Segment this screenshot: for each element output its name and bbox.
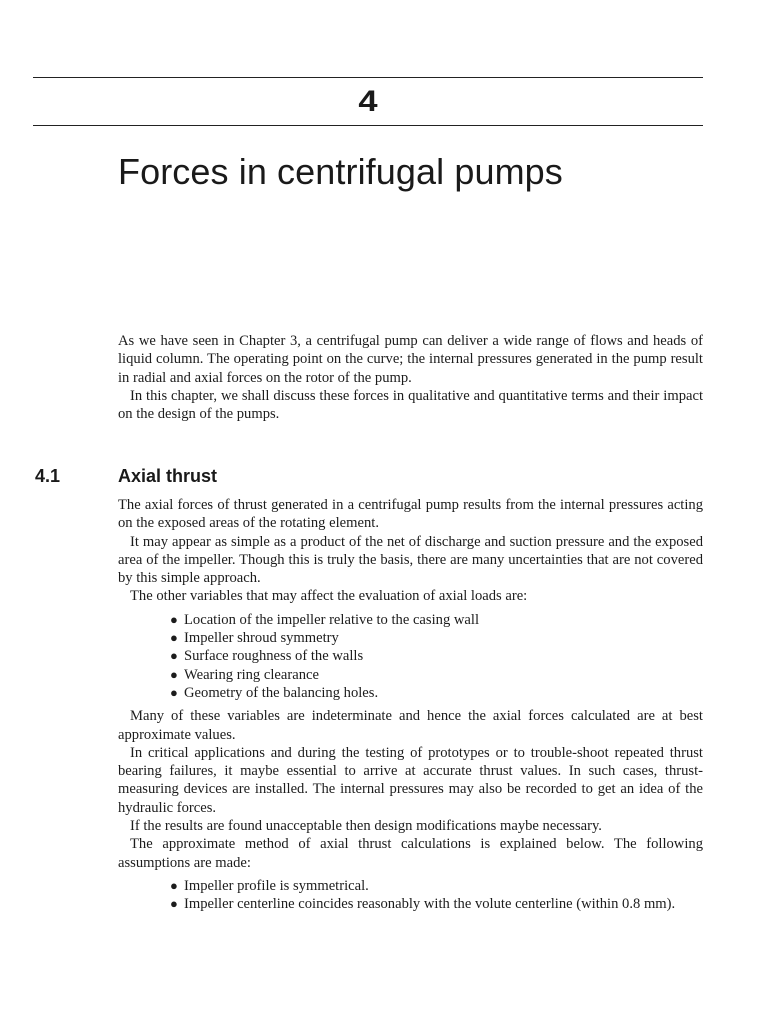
- intro-text: [118, 332, 703, 423]
- list-item-text: Impeller profile is symmetrical.: [184, 877, 369, 894]
- list-item: [170, 684, 703, 702]
- list-item-text: Impeller shroud symmetry: [184, 630, 339, 647]
- bullet-icon: ●: [170, 684, 178, 700]
- body-paragraph: Many of these variables are indeterminate and hence the axial forces calculated are at best approximate values.: [118, 708, 703, 743]
- list-item: [170, 666, 703, 684]
- chapter-title: Forces in centrifugal pumps: [118, 151, 563, 192]
- assumptions-list: [118, 877, 703, 914]
- intro-paragraph: In this chapter, we shall discuss these forces in qualitative and quantitative terms and their impact on the design of the pumps.: [118, 387, 703, 423]
- body-paragraph: In critical applications and during the testing of prototypes or to trouble-shoot repeated thrust bearing failures, it maybe essential to arrive at accurate thrust values. In such cases, thrust-measuring devices are installed. The internal pressures may also be recorded to get an idea of the hydraulic forces.: [118, 744, 703, 816]
- bullet-icon: ●: [170, 648, 178, 664]
- list-item-text: Location of the impeller relative to the casing wall: [184, 611, 480, 628]
- bullet-icon: ●: [170, 630, 178, 646]
- intro-paragraph: As we have seen in Chapter 3, a centrifugal pump can deliver a wide range of flows and heads of liquid column. The operating point on the curve; the internal pressures generated in the pump result in radial and axial forces on the rotor of the pump.: [118, 333, 703, 386]
- body-paragraph: It may appear as simple as a product of the net of discharge and suction pressure and the exposed area of the impeller. Though this is truly the basis, there are many uncertainties that are not covered by this simple approach.: [118, 533, 703, 587]
- list-item: [170, 877, 703, 895]
- list-item-text: Geometry of the balancing holes.: [184, 684, 379, 701]
- body-paragraph: The approximate method of axial thrust calculations is explained below. The following assumptions are made:: [118, 836, 703, 871]
- bottom-rule: [33, 125, 703, 126]
- top-rule: [33, 77, 703, 78]
- bullet-icon: ●: [170, 877, 178, 893]
- list-item: [170, 647, 703, 665]
- list-item-text: Wearing ring clearance: [184, 666, 319, 683]
- section-body: [118, 496, 703, 919]
- list-item: [170, 895, 703, 913]
- list-item-text: Surface roughness of the walls: [184, 648, 364, 665]
- list-item: [170, 629, 703, 647]
- list-item: [170, 611, 703, 629]
- bullet-icon: ●: [170, 611, 178, 627]
- section-number: 4.1: [35, 466, 61, 486]
- body-paragraph: The other variables that may affect the evaluation of axial loads are:: [130, 588, 528, 605]
- list-item-text: Impeller centerline coincides reasonably with the volute centerline (within 0.8 mm).: [184, 896, 676, 913]
- chapter-number: 4: [358, 85, 378, 118]
- body-paragraph: If the results are found unacceptable then design modifications maybe necessary.: [130, 818, 602, 835]
- bullet-icon: ●: [170, 896, 178, 912]
- section-title: Axial thrust: [118, 466, 218, 486]
- body-paragraph: The axial forces of thrust generated in a centrifugal pump results from the internal pressures acting on the exposed areas of the rotating element.: [118, 497, 703, 532]
- bullet-icon: ●: [170, 666, 178, 682]
- variables-list: [118, 611, 703, 702]
